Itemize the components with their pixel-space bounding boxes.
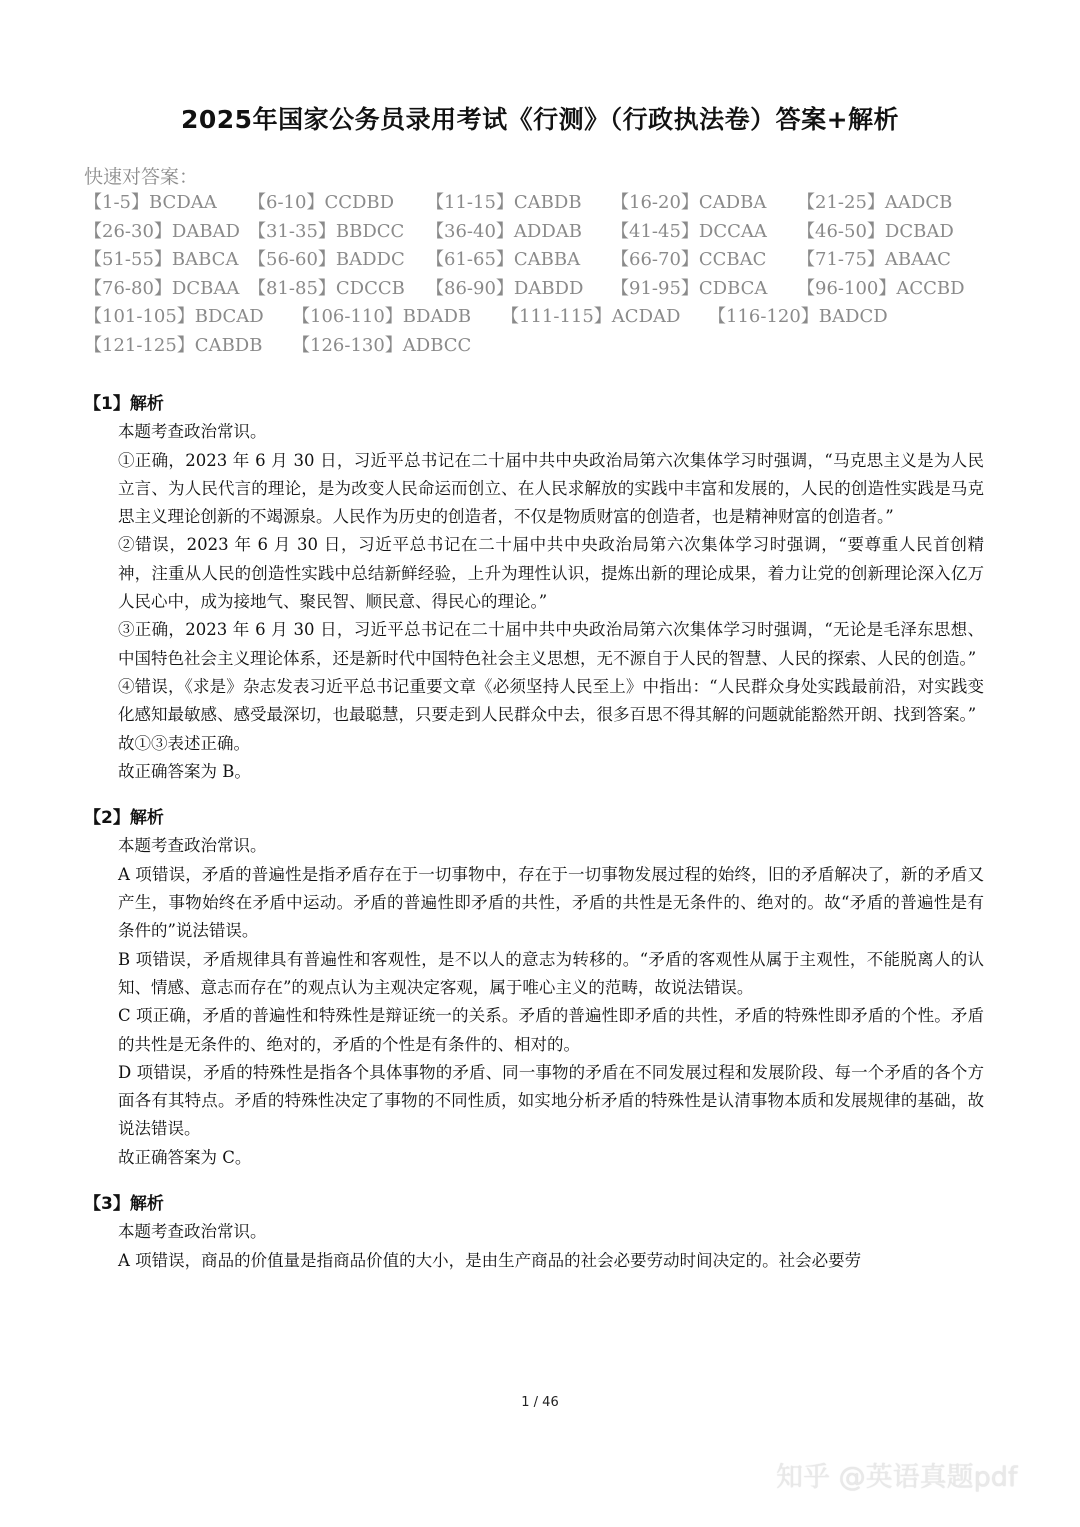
answer-cell: 【26-30】DABAD — [84, 220, 240, 242]
paragraph: A 项错误，矛盾的普遍性是指矛盾存在于一切事物中，存在于一切事物发展过程的始终，旧的矛盾解决了，新的矛盾又产生，事物始终在矛盾中运动。矛盾的普遍性即矛盾的共性，矛盾的共性是无条件的、绝对的。故“矛盾的普遍性是有条件的”说法错误。 — [118, 864, 984, 941]
answer-cell: 【31-35】BBDCC — [248, 220, 405, 242]
explanation-section — [84, 1190, 984, 1275]
answer-cell: 【1-5】BCDAA — [84, 192, 217, 213]
answer-row — [84, 274, 1004, 303]
paragraph: D 项错误，矛盾的特殊性是指各个具体事物的矛盾、同一事物的矛盾在不同发展过程和发展阶段、每一个矛盾的各个方面各有其特点。矛盾的特殊性决定了事物的不同性质，如实地分析矛盾的特殊性是认清事物本质和发展规律的基础，故说法错误。 — [118, 1062, 984, 1139]
answer-cell: 【66-70】CCBAC — [611, 249, 767, 270]
explanation-section — [84, 390, 984, 786]
answer-row — [84, 302, 1004, 331]
answer-cell: 【16-20】CADBA — [611, 192, 767, 213]
watermark: 知乎 @英语真题pdf — [776, 1462, 1018, 1493]
paragraph: C 项正确，矛盾的普遍性和特殊性是辩证统一的关系。矛盾的普遍性即矛盾的共性，矛盾的特殊性即矛盾的个性。矛盾的共性是无条件的、绝对的，矛盾的个性是有条件的、相对的。 — [118, 1006, 984, 1054]
answer-cell: 【46-50】DCBAD — [797, 220, 954, 242]
answer-row — [84, 188, 1004, 217]
explanation-section — [84, 804, 984, 1172]
explanations — [84, 390, 984, 1293]
answer-cell: 【86-90】DABDD — [426, 277, 584, 299]
answer-cell: 【41-45】DCCAA — [611, 220, 767, 242]
paragraph: ②错误，2023 年 6 月 30 日，习近平总书记在二十届中共中央政治局第六次集体学习时强调，“要尊重人民首创精神，注重从人民的创造性实践中总结新鲜经验，上升为理性认识，提炼出新的理论成果，着力让党的创新理论深入亿万人民心中，成为接地气、聚民智、顺民意、得民心的理论。” — [118, 535, 984, 612]
section-heading: 【3】解析 — [84, 1194, 164, 1215]
answer-cell: 【121-125】CABDB — [84, 334, 263, 356]
answer-cell: 【11-15】CABDB — [426, 192, 582, 213]
answer-cell: 【101-105】BDCAD — [84, 306, 264, 327]
answer-cell: 【116-120】BADCD — [708, 306, 888, 327]
answer-key — [84, 188, 1004, 359]
answer-row — [84, 245, 1004, 274]
answer-cell: 【91-95】CDBCA — [611, 277, 768, 299]
answer-cell: 【76-80】DCBAA — [84, 277, 240, 299]
answer-cell: 【21-25】AADCB — [797, 192, 953, 213]
paragraph: A 项错误，商品的价值量是指商品价值的大小，是由生产商品的社会必要劳动时间决定的。社会必要劳 — [118, 1250, 862, 1270]
answer-cell: 【106-110】BDADB — [292, 306, 472, 327]
paragraph: ④错误，《求是》杂志发表习近平总书记重要文章《必须坚持人民至上》中指出：“人民群众身处实践最前沿，对实践变化感知最敏感、感受最深切，也最聪慧，只要走到人民群众中去，很多百思不得其解的问题就能豁然开朗、找到答案。” — [118, 676, 984, 725]
answer-cell: 【36-40】ADDAB — [426, 220, 582, 242]
answer-cell: 【71-75】ABAAC — [797, 249, 951, 270]
document-title: 2025年国家公务员录用考试《行测》（行政执法卷）答案+解析 — [180, 105, 900, 134]
answer-row — [84, 331, 1004, 360]
paragraph: ③正确，2023 年 6 月 30 日，习近平总书记在二十届中共中央政治局第六次集体学习时强调，“无论是毛泽东思想、中国特色社会主义理论体系，还是新时代中国特色社会主义思想，无不源自于人民的智慧、人民的探索、人民的创造。” — [118, 620, 984, 668]
answer-cell: 【56-60】BADDC — [248, 249, 405, 270]
answer-cell: 【81-85】CDCCB — [248, 277, 405, 299]
page-number: 1 / 46 — [521, 1395, 559, 1410]
answer-cell: 【126-130】ADBCC — [292, 334, 472, 356]
section-heading: 【2】解析 — [84, 808, 164, 829]
paragraph: 本题考查政治常识。 — [118, 422, 267, 442]
answer-cell: 【111-115】ACDAD — [501, 306, 681, 327]
answer-cell: 【51-55】BABCA — [84, 249, 239, 270]
paragraph: 故正确答案为 C。 — [118, 1147, 252, 1167]
paragraph: 本题考查政治常识。 — [118, 1222, 267, 1242]
quick-answers-label: 快速对答案： — [84, 166, 199, 188]
answer-row — [84, 217, 1004, 246]
paragraph: B 项错误，矛盾规律具有普遍性和客观性，是不以人的意志为转移的。“矛盾的客观性从属于主观性，不能脱离人的认知、情感、意志而存在”的观点认为主观决定客观，属于唯心主义的范畴，故说法错误。 — [118, 949, 984, 997]
paragraph: 故①③表述正确。 — [118, 733, 250, 753]
answer-cell: 【61-65】CABBA — [426, 249, 581, 270]
paragraph: ①正确，2023 年 6 月 30 日，习近平总书记在二十届中共中央政治局第六次集体学习时强调，“马克思主义是为人民立言、为人民代言的理论，是为改变人民命运而创立、在人民求解放的实践中丰富和发展的，人民的创造性实践是马克思主义理论创新的不竭源泉。人民作为历史的创造者，不仅是物质财富的创造者，也是精神财富的创造者。” — [118, 450, 984, 527]
paragraph: 故正确答案为 B。 — [118, 761, 251, 781]
answer-cell: 【96-100】ACCBD — [797, 277, 965, 299]
section-heading: 【1】解析 — [84, 394, 164, 414]
answer-cell: 【6-10】CCDBD — [248, 192, 395, 213]
paragraph: 本题考查政治常识。 — [118, 836, 267, 856]
